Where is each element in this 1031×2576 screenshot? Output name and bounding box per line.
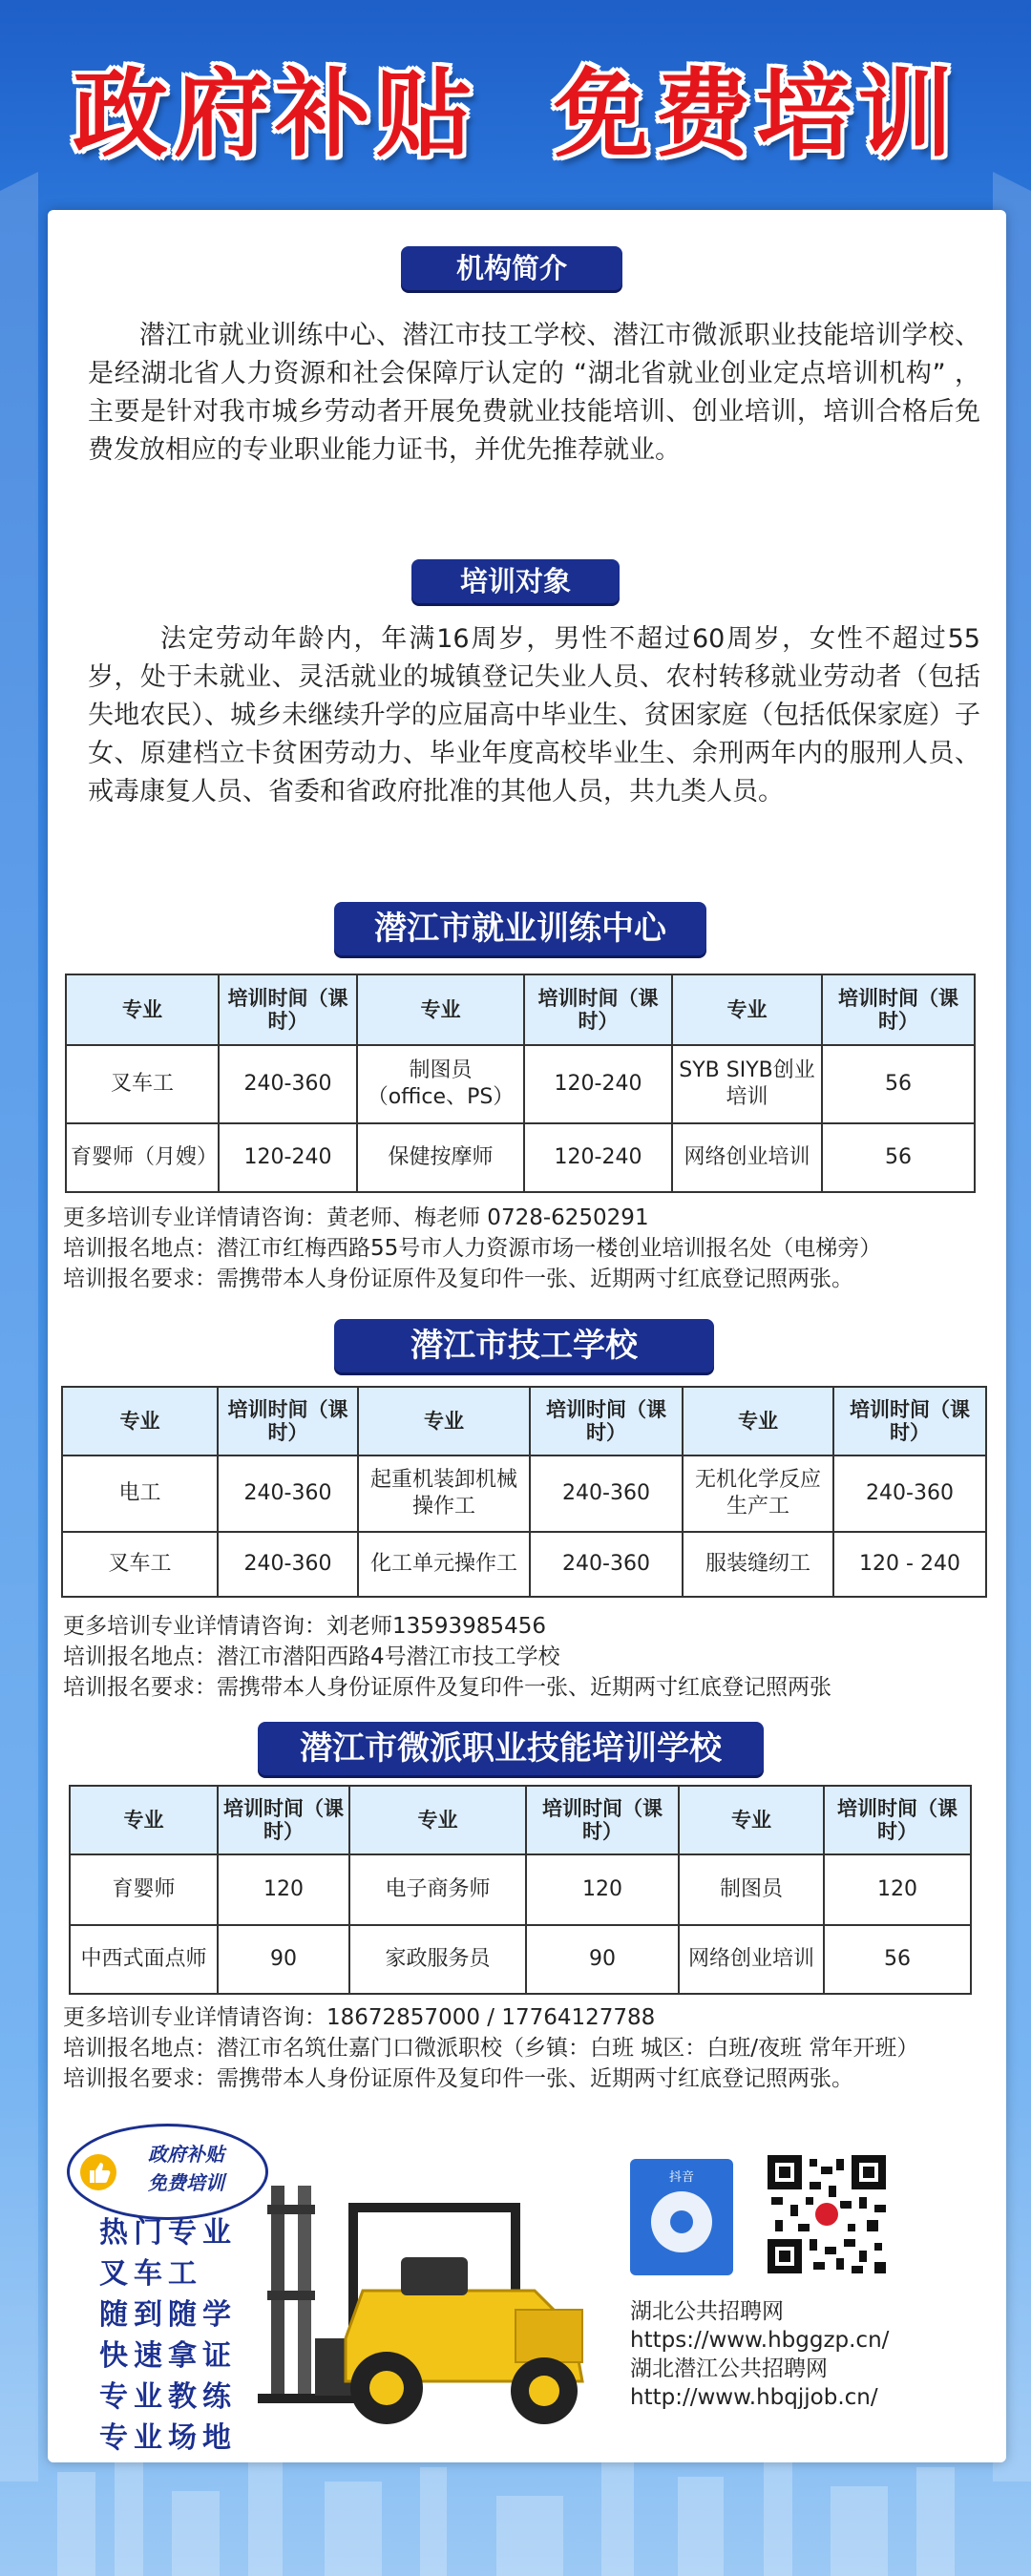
- table-header-row: [70, 1786, 971, 1854]
- school-3-requirements: 培训报名要求：需携带本人身份证原件及复印件一张、近期两寸红底登记照两张。: [63, 2066, 853, 2091]
- table-cell: 120-240: [219, 1123, 357, 1192]
- school-3-contact: 更多培训专业详情请咨询：18672857000 / 17764127788: [63, 2005, 656, 2030]
- slogan-item: 热门专业: [99, 2216, 237, 2250]
- header-cell: 专业: [672, 974, 822, 1045]
- table-cell: SYB SIYB创业培训: [672, 1045, 822, 1123]
- school-1-table: [65, 974, 976, 1193]
- title-left: 政府补贴: [73, 58, 477, 170]
- school-1-address: 培训报名地点：潜江市红梅西路55号市人力资源市场一楼创业培训报名处（电梯旁）: [63, 1236, 882, 1261]
- school-2-contact: 更多培训专业详情请咨询：刘老师13593985456: [63, 1614, 546, 1639]
- title-right: 免费培训: [554, 58, 958, 170]
- school-2-heading: 潜江市技工学校: [334, 1319, 714, 1372]
- table-cell: 56: [822, 1123, 975, 1192]
- table-row: [62, 1532, 986, 1597]
- header-cell: 专业: [66, 974, 219, 1045]
- header-cell: 专业: [683, 1387, 833, 1456]
- school-3-table: [69, 1785, 972, 1995]
- table-row: [70, 1854, 971, 1925]
- header-cell: 培训时间（课时）: [530, 1387, 683, 1456]
- table-cell: 120: [824, 1854, 971, 1925]
- table-cell: 120: [526, 1854, 679, 1925]
- slogan-item: 专业场地: [99, 2421, 237, 2455]
- table-header-row: [62, 1387, 986, 1456]
- thumbs-up-icon: [79, 2153, 117, 2191]
- table-row: [62, 1456, 986, 1532]
- app-tile-label: 抖音: [668, 2170, 694, 2185]
- forklift-icon: [258, 2147, 611, 2434]
- header-cell: 培训时间（课时）: [524, 974, 672, 1045]
- site-2-url[interactable]: http://www.hbqjjob.cn/: [630, 2385, 878, 2410]
- table-cell: 240-360: [219, 1045, 357, 1123]
- table-cell: 网络创业培训: [679, 1925, 824, 1994]
- slogan-item: 专业教练: [99, 2380, 237, 2414]
- table-cell: 起重机装卸机械操作工: [358, 1456, 530, 1532]
- table-cell: 叉车工: [66, 1045, 219, 1123]
- table-cell: 240-360: [833, 1456, 986, 1532]
- table-cell: 家政服务员: [349, 1925, 526, 1994]
- school-1-contact: 更多培训专业详情请咨询：黄老师、梅老师 0728-6250291: [63, 1205, 649, 1230]
- douyin-qr-icon: [630, 2159, 733, 2275]
- table-cell: 56: [822, 1045, 975, 1123]
- table-cell: 制图员（office、PS）: [357, 1045, 524, 1123]
- table-cell: 120-240: [524, 1123, 672, 1192]
- poster-title: [0, 52, 1031, 177]
- target-text: 法定劳动年龄内，年满16周岁，男性不超过60周岁，女性不超过55岁，处于未就业、灵活就业的城镇登记失业人员、农村转移就业劳动者（包括失地农民）、城乡未继续升学的应届高中毕业生、贫困家庭（包括低保家庭）子女、原建档立卡贫困劳动力、毕业年度高校毕业生、余刑两年内的服刑人员、戒毒康复人员、省委和省政府批准的其他人员，共九类人员。: [88, 624, 980, 806]
- header-cell: 专业: [70, 1786, 218, 1854]
- table-cell: 120: [218, 1854, 349, 1925]
- header-cell: 培训时间（课时）: [822, 974, 975, 1045]
- table-row: [66, 1123, 975, 1192]
- slogan-item: 随到随学: [99, 2298, 237, 2332]
- site-1-url[interactable]: https://www.hbggzp.cn/: [630, 2328, 890, 2353]
- table-header-row: [66, 974, 975, 1045]
- site-2-name: 湖北潜江公共招聘网: [630, 2356, 828, 2381]
- school-3-address: 培训报名地点：潜江市名筑仕嘉门口微派职校（乡镇：白班 城区：白班/夜班 常年开班）: [63, 2036, 919, 2061]
- website-links: [630, 2297, 964, 2412]
- table-cell: 90: [218, 1925, 349, 1994]
- table-cell: 90: [526, 1925, 679, 1994]
- table-cell: 无机化学反应生产工: [683, 1456, 833, 1532]
- header-cell: 专业: [358, 1387, 530, 1456]
- header-cell: 培训时间（课时）: [526, 1786, 679, 1854]
- header-cell: 培训时间（课时）: [218, 1387, 358, 1456]
- header-cell: 培训时间（课时）: [218, 1786, 349, 1854]
- intro-text: 潜江市就业训练中心、潜江市技工学校、潜江市微派职业技能培训学校、是经湖北省人力资源和社会保障厅认定的 “湖北省就业创业定点培训机构” ，主要是针对我市城乡劳动者开展免费就业技能培训、创业培训，培训合格后免费发放相应的专业职业能力证书，并优先推荐就业。: [88, 321, 980, 465]
- slogan-list: [99, 2212, 281, 2459]
- table-cell: 56: [824, 1925, 971, 1994]
- header-cell: 专业: [357, 974, 524, 1045]
- table-cell: 120-240: [524, 1045, 672, 1123]
- header-cell: 专业: [679, 1786, 824, 1854]
- table-cell: 电子商务师: [349, 1854, 526, 1925]
- table-cell: 育婴师（月嫂）: [66, 1123, 219, 1192]
- table-cell: 电工: [62, 1456, 218, 1532]
- table-cell: 240-360: [218, 1456, 358, 1532]
- table-cell: 240-360: [530, 1456, 683, 1532]
- bubble-text: [119, 2140, 253, 2197]
- bubble-line-1: 政府补贴: [148, 2143, 224, 2166]
- header-cell: 培训时间（课时）: [824, 1786, 971, 1854]
- table-cell: 120 - 240: [833, 1532, 986, 1597]
- table-cell: 网络创业培训: [672, 1123, 822, 1192]
- school-1-heading: 潜江市就业训练中心: [334, 902, 706, 955]
- table-cell: 保健按摩师: [357, 1123, 524, 1192]
- table-cell: 240-360: [218, 1532, 358, 1597]
- qr-code-icon: [764, 2151, 890, 2277]
- table-cell: 中西式面点师: [70, 1925, 218, 1994]
- header-cell: 培训时间（课时）: [219, 974, 357, 1045]
- site-1-name: 湖北公共招聘网: [630, 2299, 784, 2324]
- table-cell: 服装缝纫工: [683, 1532, 833, 1597]
- school-2-table: [61, 1386, 987, 1598]
- table-cell: 育婴师: [70, 1854, 218, 1925]
- header-cell: 专业: [62, 1387, 218, 1456]
- table-row: [70, 1925, 971, 1994]
- school-3-heading: 潜江市微派职业技能培训学校: [258, 1722, 764, 1775]
- table-cell: 240-360: [530, 1532, 683, 1597]
- speech-bubble: [67, 2124, 268, 2220]
- header-cell: 培训时间（课时）: [833, 1387, 986, 1456]
- slogan-item: 快速拿证: [99, 2339, 237, 2373]
- slogan-item: 叉车工: [99, 2257, 202, 2291]
- school-2-address: 培训报名地点：潜江市潜阳西路4号潜江市技工学校: [63, 1644, 560, 1669]
- table-cell: 化工单元操作工: [358, 1532, 530, 1597]
- header-cell: 专业: [349, 1786, 526, 1854]
- school-1-requirements: 培训报名要求：需携带本人身份证原件及复印件一张、近期两寸红底登记照两张。: [63, 1267, 853, 1291]
- school-2-requirements: 培训报名要求：需携带本人身份证原件及复印件一张、近期两寸红底登记照两张: [63, 1675, 831, 1700]
- target-heading: 培训对象: [411, 559, 620, 603]
- table-row: [66, 1045, 975, 1123]
- bubble-line-2: 免费培训: [148, 2171, 224, 2194]
- intro-heading: 机构简介: [401, 246, 622, 290]
- table-cell: 叉车工: [62, 1532, 218, 1597]
- table-cell: 制图员: [679, 1854, 824, 1925]
- app-tile: [630, 2159, 733, 2275]
